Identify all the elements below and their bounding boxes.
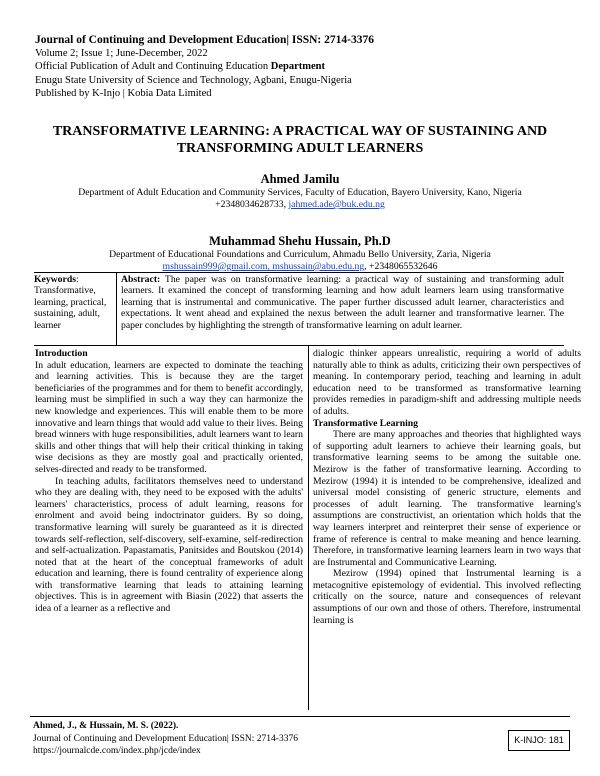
page-number-box: K-INJO: 181: [508, 730, 570, 751]
official-publication: Official Publication of Adult and Continuing Education Department: [35, 61, 325, 73]
keywords: Keywords: Transformative, learning, practical, sustaining, adult, learner: [34, 274, 107, 331]
journal-title: Journal of Continuing and Development Education| ISSN: 2714-3376: [35, 34, 374, 46]
paragraph: Mezirow (1994) opined that Instrumental learning is a metacognitive epistemology of evidential. This involved reflecting critically on the source, nature and consequences of relevant assumptions of our own and those of others. Therefore, instrumental learning is: [313, 568, 581, 626]
author-email-link[interactable]: jahmed.ade@buk.edu.ng: [288, 199, 385, 210]
university-line: Enugu State University of Science and Technology, Agbani, Enugu-Nigeria: [35, 74, 352, 86]
divider: [116, 273, 117, 345]
article-title: TRANSFORMATIVE LEARNING: A PRACTICAL WAY OF SUSTAINING AND TRANSFORMING ADULT LEARNERS: [52, 124, 548, 156]
footer-journal: Journal of Continuing and Development Education| ISSN: 2714-3376: [33, 733, 298, 744]
keywords-abstract-box: [34, 272, 564, 346]
author-block-2: [30, 233, 570, 273]
footer-citation: Ahmed, J., & Hussain, M. S. (2022).: [33, 721, 179, 731]
right-column: [313, 348, 581, 626]
footer-url[interactable]: https://journalcde.com/index.php/jcde/index: [33, 746, 201, 757]
footer-text: [33, 720, 298, 758]
author-affiliation: Department of Educational Foundations and Curriculum, Ahmadu Bello University, Zaria, Nigeria: [109, 249, 491, 260]
author-contact: mshussain999@gmail.com, mshussain@abu.edu.ng, +2348065532646: [162, 261, 438, 272]
section-heading-transformative-learning: Transformative Learning: [313, 417, 419, 429]
author-affiliation: Department of Adult Education and Community Services, Faculty of Education, Bayero University, Kano, Nigeria: [78, 187, 522, 198]
publisher-line: Published by K-Injo | Kobia Data Limited: [35, 87, 212, 99]
column-divider: [308, 346, 309, 710]
left-column: [35, 348, 303, 615]
paragraph: In adult education, learners are expected to dominate the teaching and learning activities. This is because they are the target beneficiaries of the programmes and for them to benefit accordingly, learning must be simplified in such a way they can harmonize the new knowledge and experiences. This will enable them to be more innovative and learn things that would add value to their lives. Being bread winners with huge responsibilities, adult learners want to learn skills and other things that will help their critical thinking in taking wise decisions as they are mostly goal and practically oriented, selves-directed and ready to be transformed.: [35, 359, 303, 475]
section-heading-introduction: Introduction: [35, 348, 88, 359]
author-name: Ahmed Jamilu: [260, 172, 340, 186]
journal-header: [35, 34, 565, 100]
abstract: Abstract: The paper was on transformative learning: a practical way of sustaining and transforming adult learners. It examined the concept of transforming learning and how adult learners learn using transformative learning that is instrumental and communicative. The paper further discussed adult learner, characteristics and expectations. It went ahead and explained the nexus between the adult learner and transformative learner. The paper concludes by highlighting the strength of transformative learning on adult learner.: [121, 274, 564, 331]
paragraph: In teaching adults, facilitators themselves need to understand who they are dealing with, they need to be exposed with the adults' learners' characteristics, process of adult learning, reasons for enrolment and avoid being indoctrinator guiders. By so doing, transformative learning will surely be guaranteed as it is directed towards self-reflection, self-discovery, self-examine, self-redirection and self-actualization. Papastamatis, Panitsides and Boutskou (2014) noted that at the heart of the conceptual frameworks of adult education and learning, there is found centrality of experience along with transformative learning that leads to attaining learning objectives. This is in agreement with Biasin (2022) that asserts the idea of a learner as a reflective and: [35, 475, 303, 615]
author-block-1: [30, 171, 570, 211]
author-email-link[interactable]: mshussain999@gmail.com, mshussain@abu.edu.ng: [162, 261, 365, 272]
journal-volume: Volume 2; Issue 1; June-December, 2022: [35, 48, 208, 60]
paragraph: dialogic thinker appears unrealistic, requiring a world of adults naturally able to think as adults, criticizing their own perspectives of meaning. In contemporary period, teaching and learning in adult education need to be transformed as transformative learning provides remedies in paradigm-shift and addressing multiple needs of adults.: [313, 348, 581, 417]
page-footer: [30, 716, 570, 757]
author-name: Muhammad Shehu Hussain, Ph.D: [209, 234, 391, 248]
paragraph: There are many approaches and theories that highlighted ways of supporting adult learners to achieve their learning goals, but transformative learning seems to be among the suitable one. Mezirow is the father of transformative learning. According to Mezirow (1994) it is intended to be comprehensive, idealized and universal model consisting of generic structure, elements and processes of adult learning. The transformative learning's assumptions are constructivist, an orientation which holds that the way learners interpret and reinterpret their sense of experience or frame of reference is central to make meaning and hence learning. Therefore, in transformative learning learners learn in two ways that are Instrumental and Communicative Learning.: [313, 429, 581, 568]
author-contact: +2348034628733, jahmed.ade@buk.edu.ng: [215, 199, 385, 210]
